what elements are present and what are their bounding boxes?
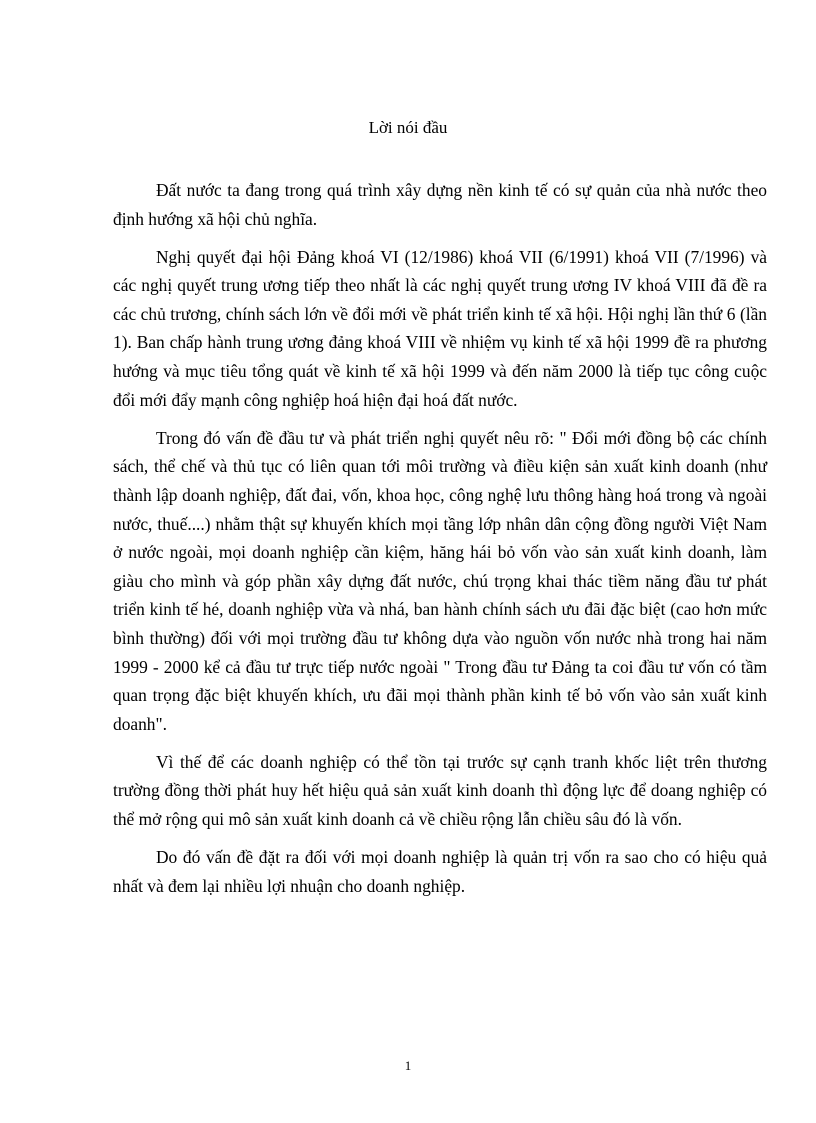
document-title: Lời nói đầu (368, 118, 448, 137)
paragraph: Đất nước ta đang trong quá trình xây dựng nền kinh tế có sự quản của nhà nước theo định hướng xã hội chủ nghĩa. (113, 180, 767, 229)
paragraph: Vì thế để các doanh nghiệp có thể tồn tại trước sự cạnh tranh khốc liệt trên thương trường đồng thời phát huy hết hiệu quả sản xuất kinh doanh thì động lực để doang nghiệp có thể mở rộng qui mô sản xuất kinh doanh cả về chiều rộng lẫn chiều sâu đó là vốn. (113, 751, 767, 829)
paragraph: Do đó vấn đề đặt ra đối với mọi doanh nghiệp là quản trị vốn ra sao cho có hiệu quả nhất và đem lại nhiều lợi nhuận cho doanh nghiệp. (113, 847, 767, 896)
document-body (113, 176, 767, 910)
page-number: 1 (404, 1058, 412, 1073)
paragraph: Nghị quyết đại hội Đảng khoá VI (12/1986) khoá VII (6/1991) khoá VII (7/1996) và các nghị quyết trung ương tiếp theo nhất là các nghị quyết trung ương IV khoá VIII đã đề ra các chủ trương, chính sách lớn về đổi mới về phát triển kinh tế xã hội. Hội nghị lần thứ 6 (lần 1). Ban chấp hành trung ương đảng khoá VIII về nhiệm vụ kinh tế xã hội 1999 đề ra phương hướng và mục tiêu tổng quát về kinh tế xã hội 1999 và đến năm 2000 là tiếp tục công cuộc đổi mới đẩy mạnh công nghiệp hoá hiện đại hoá đất nước. (113, 246, 767, 410)
paragraph: Trong đó vấn đề đầu tư và phát triển nghị quyết nêu rõ: " Đổi mới đồng bộ các chính sách, thể chế và thủ tục có liên quan tới môi trường và điều kiện sản xuất kinh doanh (như thành lập doanh nghiệp, đất đai, vốn, khoa học, công nghệ lưu thông hàng hoá trong và ngoài nước, thuế....) nhằm thật sự khuyến khích mọi tầng lớp nhân dân cộng đồng người Việt Nam ở nước ngoài, mọi doanh nghiệp cần kiệm, hăng hái bỏ vốn vào sản xuất kinh doanh, làm giàu cho mình và góp phần xây dựng đất nước, chú trọng khai thác tiềm năng đầu tư phát triển kinh tế hé, doanh nghiệp vừa và nhá, ban hành chính sách ưu đãi đặc biệt (cao hơn mức bình thường) đối với mọi trường đầu tư không dựa vào nguồn vốn nước nhà trong hai năm 1999 - 2000 kể cả đầu tư trực tiếp nước ngoài " Trong đầu tư Đảng ta coi đầu tư vốn có tầm quan trọng đặc biệt khuyến khích, ưu đãi mọi thành phần kinh tế bỏ vốn vào sản xuất kinh doanh". (113, 427, 767, 734)
